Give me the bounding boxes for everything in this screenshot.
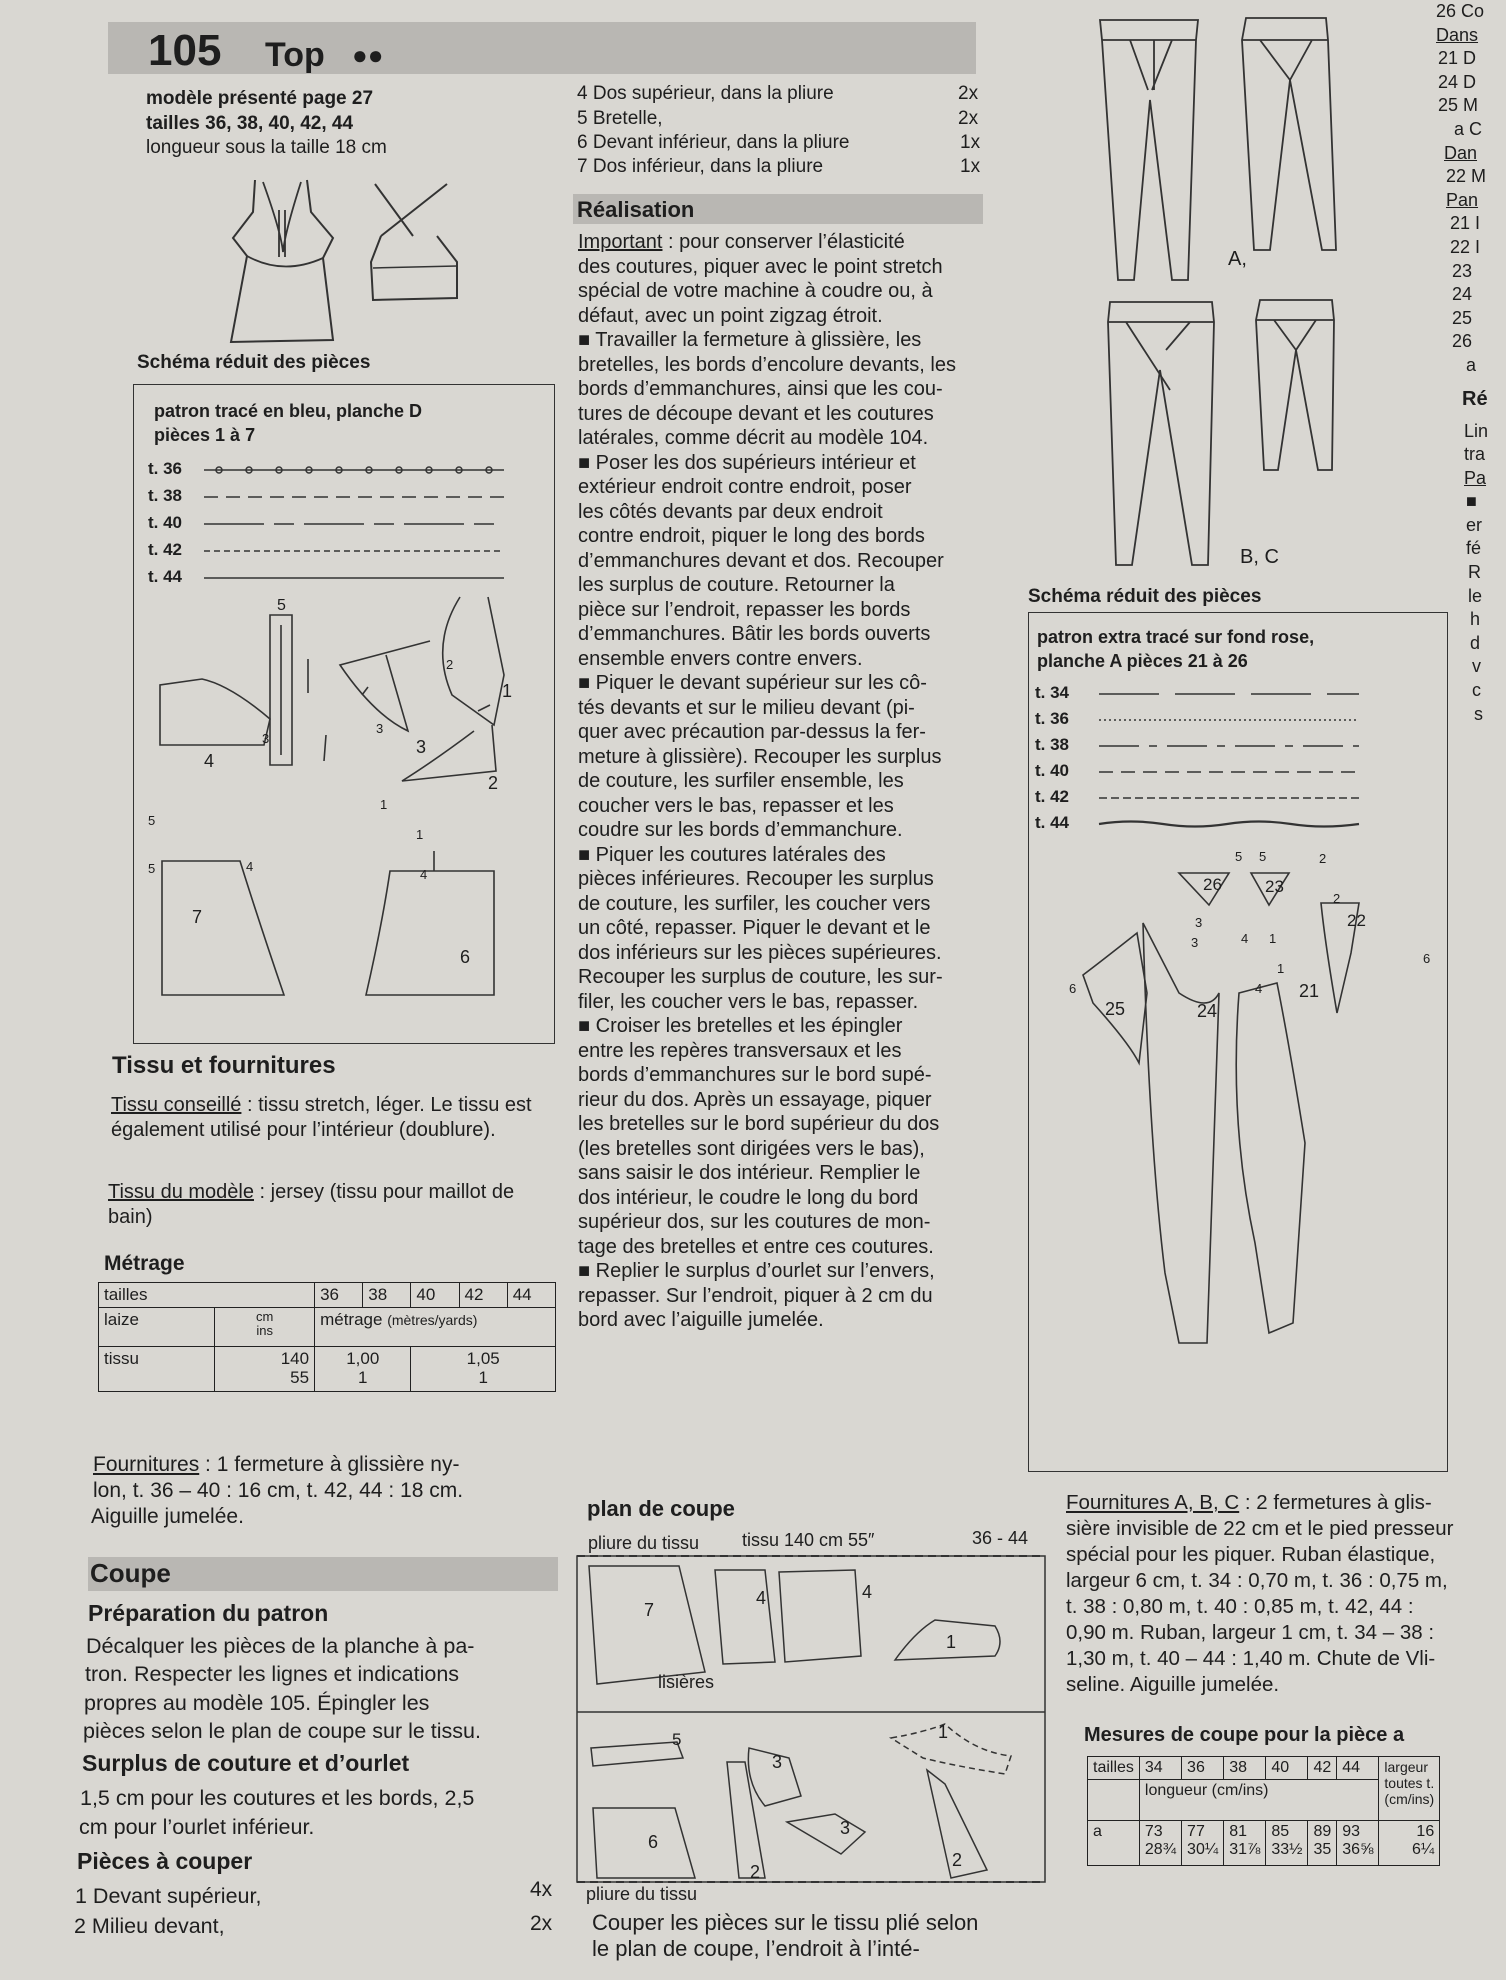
piece-label-23: 23 [1265, 877, 1284, 896]
far-right-column [1436, 0, 1489, 940]
cut-piece-1: 1 [946, 1632, 957, 1652]
realisation-line: quer avec précaution par-dessus la fer- [578, 721, 926, 743]
drawing-label-bc: B, C [1240, 546, 1279, 568]
realisation-line: filer, les coucher vers le bas, repasser. [578, 990, 919, 1013]
far-right-line: Pa [1464, 467, 1487, 488]
far-right-line: a [1466, 354, 1477, 375]
metrage-units: cm ins [215, 1308, 315, 1347]
realisation-line: défaut, avec un point zigzag étroit. [578, 304, 883, 327]
schema-title-left: Schéma réduit des pièces [137, 352, 371, 373]
cut-piece-5: 5 [672, 1730, 682, 1749]
realisation-line: meture à glissière). Recouper les surplus [578, 745, 942, 768]
piece-label-25: 25 [1105, 999, 1126, 1019]
realisation-line: d’emmanchures devant et dos. Recouper [578, 549, 944, 572]
middle-piece-7-qty: 1x [960, 156, 981, 177]
realisation-line: (les bretelles sont dirigées vers le bas), [578, 1137, 925, 1160]
tissu-conseille-text: : tissu stretch, léger. Le tissu est également utilisé pour l’intérieur (doublure). [111, 1094, 532, 1141]
schema-box-left [133, 384, 555, 1044]
realisation-line: les surplus de couture. Retourner la [578, 574, 895, 596]
notch-label-right: 2 [1319, 851, 1327, 866]
header-line-1: modèle présenté page 27 [146, 88, 374, 109]
realisation-line: coudre sur les bords d’emmanchure. [578, 819, 903, 841]
realisation-line: les côtés devants par deux endroit [578, 500, 883, 523]
mesures-size: 38 [1224, 1757, 1266, 1780]
pattern-pieces-left [134, 585, 554, 1035]
fournitures-right-line: Fournitures A, B, C : 2 fermetures à glis- [1066, 1491, 1432, 1514]
far-right-line: 26 Co [1436, 1, 1485, 21]
mesures-cell: 73 28¾ [1139, 1821, 1181, 1866]
realisation-line: coucher vers le bas, repasser et les [578, 794, 894, 817]
fournitures-left-line-2: lon, t. 36 – 40 : 16 cm, t. 42, 44 : 18 cm. [93, 1479, 464, 1502]
couper-line-2: le plan de coupe, l’endroit à l’inté- [592, 1936, 920, 1961]
realisation-line: ■ Croiser les bretelles et les épingler [578, 1015, 903, 1037]
prep-line-2: tron. Respecter les lignes et indications [85, 1662, 460, 1686]
header-bar [108, 22, 976, 74]
size-r-40: t. 40 [1035, 761, 1070, 780]
mesures-cell: 89 35 [1308, 1821, 1337, 1866]
top-sketches [225, 172, 475, 352]
far-right-line: 25 M [1438, 95, 1479, 116]
notch-label-right: 4 [1255, 981, 1263, 996]
cut-piece-6: 6 [648, 1832, 659, 1852]
trousers-view-bc-front [1108, 302, 1214, 565]
notch-label-right: 4 [1241, 931, 1249, 946]
mesures-heading: Mesures de coupe pour la pièce a [1084, 1724, 1405, 1746]
mesures-cell: 77 30¼ [1182, 1821, 1224, 1866]
far-right-line: s [1474, 703, 1483, 724]
piece-label-21: 21 [1299, 981, 1320, 1001]
surplus-heading: Surplus de couture et d’ourlet [82, 1750, 410, 1776]
size-label-44: t. 44 [148, 567, 183, 586]
tissu-conseille [111, 1093, 556, 1142]
metrage-table [98, 1282, 556, 1392]
cut-piece-4: 4 [756, 1588, 767, 1608]
mesures-cell: 81 31⅞ [1224, 1821, 1266, 1866]
back-view-sketch [371, 184, 457, 300]
realisation-line: pièce sur l’endroit, repasser les bords [578, 598, 911, 621]
plan-heading: plan de coupe [587, 1496, 735, 1521]
notch-label: 4 [246, 859, 254, 874]
notch-label: 5 [148, 813, 156, 828]
realisation-line: ■ Travailler la fermeture à glissière, les [578, 329, 922, 351]
fournitures-left-label: Fournitures [93, 1453, 200, 1476]
fournitures-right-line: 0,90 m. Ruban, largeur 1 cm, t. 34 – 38 : [1066, 1621, 1435, 1644]
realisation-line: d’emmanchures. Bâtir les bords ouverts [578, 623, 931, 645]
notch-label-right: 2 [1333, 891, 1341, 906]
notch-label-right: 5 [1259, 849, 1267, 864]
tissu-modele-text: : jersey (tissu pour maillot de bain) [108, 1181, 515, 1228]
far-right-line: Dan [1444, 142, 1478, 163]
fournitures-right-line: spécial pour les piquer. Ruban élastique, [1066, 1543, 1436, 1566]
metrage-value-40-44: 1,05 1 [411, 1347, 556, 1392]
realisation-line: extérieur endroit contre endroit, poser [578, 476, 912, 498]
piece-label-5: 5 [277, 597, 286, 614]
realisation-line: tage des bretelles et entre ces coutures. [578, 1235, 934, 1258]
realisation-line: les bretelles sur le bord supérieur du dos [578, 1113, 940, 1135]
realisation-line: ■ Piquer les coutures latérales des [578, 843, 886, 866]
notch-label-right: 1 [1277, 961, 1285, 976]
notch-label-right: 6 [1423, 951, 1431, 966]
coupe-heading: Coupe [90, 1558, 171, 1588]
notch-label: 3 [262, 731, 270, 746]
notch-label-right: 1 [1269, 931, 1277, 946]
prep-line-3: propres au modèle 105. Épingler les [84, 1691, 430, 1715]
piece-line-2: 2 Milieu devant, [74, 1914, 225, 1938]
size-line-legend-right [1099, 689, 1399, 829]
prep-line-1: Décalquer les pièces de la planche à pa- [86, 1634, 475, 1658]
realisation-line: spécial de votre machine à coudre ou, à [578, 280, 933, 302]
realisation-heading: Réalisation [577, 197, 695, 222]
trousers-sketches [1090, 10, 1360, 580]
middle-piece-6: 6 Devant inférieur, dans la pliure [577, 132, 850, 153]
mesures-cell: 85 33½ [1266, 1821, 1308, 1866]
far-right-line: 22 I [1450, 236, 1481, 257]
cut-piece-3: 3 [772, 1752, 783, 1772]
fournitures-right-label: Fournitures A, B, C [1066, 1491, 1240, 1514]
size-r-42: t. 42 [1035, 787, 1070, 806]
schema-line-2: pièces 1 à 7 [154, 425, 256, 445]
piece-qty-2: 2x [530, 1912, 553, 1935]
realisation-line: Recouper les surplus de couture, les sur- [578, 966, 943, 988]
couper-line-1: Couper les pièces sur le tissu plié selon [592, 1910, 979, 1935]
mesures-size: 36 [1182, 1757, 1224, 1780]
plan-selvage: lisières [658, 1672, 715, 1692]
piece-label-22: 22 [1347, 911, 1366, 930]
far-right-line: 26 [1452, 331, 1473, 352]
realisation-line: ■ Poser les dos supérieurs intérieur et [578, 451, 916, 474]
fournitures-right-line: largeur 6 cm, t. 34 : 0,70 m, t. 36 : 0,75 m, [1066, 1569, 1448, 1592]
middle-piece-4: 4 Dos supérieur, dans la pliure [577, 83, 834, 104]
size-label-40: t. 40 [148, 513, 183, 532]
tissu-conseille-label: Tissu conseillé [111, 1094, 242, 1116]
surplus-line-1: 1,5 cm pour les coutures et les bords, 2,5 [80, 1786, 475, 1810]
far-right-line: 25 [1452, 307, 1473, 328]
notch-label: 2 [446, 657, 454, 672]
metrage-laize: laize [99, 1308, 215, 1347]
mesures-size: 34 [1139, 1757, 1181, 1780]
metrage-size: 40 [411, 1283, 459, 1308]
far-right-line: v [1472, 656, 1481, 677]
middle-piece-6-qty: 1x [960, 132, 981, 153]
piece-line-1: 1 Devant supérieur, [75, 1884, 262, 1908]
realisation-line: Important : pour conserver l’élasticité [578, 231, 905, 253]
notch-label-right: 3 [1195, 915, 1203, 930]
far-right-line: Lin [1464, 420, 1489, 441]
piece-label-7: 7 [192, 907, 203, 927]
fournitures-right [1066, 1490, 1506, 1698]
metrage-size: 36 [315, 1283, 363, 1308]
far-right-line: R [1468, 562, 1481, 583]
far-right-line: le [1468, 585, 1483, 606]
realisation-line: ensemble envers contre envers. [578, 647, 863, 670]
notch-label: 5 [148, 861, 156, 876]
mesures-row-a: a [1088, 1821, 1140, 1866]
header-line-3: longueur sous la taille 18 cm [146, 137, 387, 158]
fournitures-left-line-3: Aiguille jumelée. [91, 1505, 244, 1528]
prep-line-4: pièces selon le plan de coupe sur le tissu. [83, 1719, 481, 1743]
mesures-cell: 93 36⅝ [1337, 1821, 1379, 1866]
piece-label-26: 26 [1203, 875, 1222, 894]
realisation-line: repasser. Sur l’endroit, piquer à 2 cm du [578, 1284, 933, 1307]
tissu-heading: Tissu et fournitures [112, 1052, 336, 1079]
realisation-line: latérales, comme décrit au modèle 104. [578, 427, 929, 449]
mesures-size: 44 [1337, 1757, 1379, 1780]
cut-piece-2: 2 [750, 1862, 761, 1882]
far-right-line: d [1470, 632, 1481, 653]
trousers-view-a-back [1242, 18, 1336, 250]
far-right-line: 24 D [1438, 71, 1477, 92]
piece-qty-1: 4x [530, 1878, 553, 1901]
far-right-line: ■ [1466, 491, 1477, 512]
realisation-line: dos inférieurs sur les pièces supérieures. [578, 941, 942, 964]
realisation-line: bord avec l’aiguille jumelée. [578, 1309, 824, 1331]
realisation-line: pièces inférieures. Recouper les surplus [578, 868, 934, 890]
schema-title-right: Schéma réduit des pièces [1028, 586, 1262, 607]
middle-piece-5: 5 Bretelle, [577, 108, 663, 129]
fournitures-right-line: seline. Aiguille jumelée. [1066, 1673, 1280, 1696]
realisation-line: bords d’emmanchures sur le bord supé- [578, 1064, 932, 1086]
model-title: Top [265, 36, 325, 74]
notch-label: 3 [376, 721, 384, 736]
middle-piece-5-qty: 2x [958, 108, 979, 129]
realisation-line: supérieur dos, sur les coutures de mon- [578, 1211, 931, 1233]
mesures-cell: 16 6¼ [1379, 1821, 1440, 1866]
difficulty-dots: ●● [352, 40, 384, 70]
plan-fabric: tissu 140 cm 55″ [742, 1530, 875, 1550]
plan-fold-bottom: pliure du tissu [586, 1884, 698, 1904]
fournitures-right-line: t. 38 : 0,80 m, t. 40 : 0,85 m, t. 42, 44 : [1066, 1595, 1414, 1618]
mesures-size: 40 [1266, 1757, 1308, 1780]
piece-label-6: 6 [460, 947, 471, 967]
schema-box-right [1028, 612, 1448, 1472]
piece-label-24: 24 [1197, 1001, 1218, 1021]
metrage-size: 44 [507, 1283, 555, 1308]
metrage-tissu: tissu [99, 1347, 215, 1392]
far-right-line: a C [1454, 118, 1483, 139]
realisation-line: contre endroit, piquer le long des bords [578, 525, 925, 547]
realisation-line: rieur du dos. Après un essayage, piquer [578, 1088, 932, 1111]
far-right-line: Ré [1462, 387, 1488, 410]
size-label-36: t. 36 [148, 459, 183, 478]
important-label: Important [578, 231, 663, 253]
cut-piece-1b: 1 [938, 1722, 949, 1742]
metrage-header: métrage (mètres/yards) [315, 1308, 556, 1347]
far-right-line: c [1472, 680, 1481, 701]
mesures-largeur-header: largeur toutes t. (cm/ins) [1379, 1757, 1440, 1821]
mesures-table [1087, 1756, 1440, 1866]
size-label-42: t. 42 [148, 540, 183, 559]
realisation-line: dos intérieur, le coudre le long du bord [578, 1186, 919, 1209]
piece-label-3: 3 [416, 737, 427, 757]
size-label-38: t. 38 [148, 486, 183, 505]
realisation-line: ■ Replier le surplus d’ourlet sur l’envers, [578, 1260, 935, 1282]
far-right-line: er [1466, 514, 1483, 535]
far-right-line: tra [1464, 444, 1486, 465]
realisation-line: tures de découpe devant et les coutures [578, 402, 934, 425]
tissu-modele-label: Tissu du modèle [108, 1181, 254, 1203]
realisation-line: ■ Piquer le devant supérieur sur les cô- [578, 672, 927, 694]
notch-label-right: 5 [1235, 849, 1243, 864]
schema-right-line-2: planche A pièces 21 à 26 [1037, 651, 1248, 671]
middle-piece-4-qty: 2x [958, 83, 979, 104]
cut-piece-7: 7 [644, 1600, 655, 1620]
far-right-line: 23 [1452, 260, 1473, 281]
mesures-tailles: tailles [1088, 1757, 1140, 1780]
size-r-38: t. 38 [1035, 735, 1070, 754]
far-right-line: Dans [1436, 24, 1479, 45]
fournitures-left: Fournitures : 1 fermeture à glissière ny- [93, 1453, 460, 1476]
cut-piece-3b: 3 [840, 1818, 851, 1838]
model-number: 105 [148, 26, 222, 75]
piece-label-2: 2 [488, 773, 499, 793]
trousers-view-bc-back [1256, 300, 1334, 470]
cut-piece-2b: 2 [952, 1850, 963, 1870]
metrage-heading: Métrage [104, 1252, 185, 1275]
far-right-line: Pan [1446, 189, 1479, 210]
drawing-label-a: A, [1228, 248, 1247, 270]
notch-label: 1 [380, 797, 388, 812]
realisation-line: un côté, repasser. Piquer le devant et le [578, 917, 931, 939]
realisation-line: bretelles, les bords d’encolure devants, les [578, 353, 956, 376]
far-right-line: 21 I [1450, 213, 1481, 234]
size-r-44: t. 44 [1035, 813, 1070, 832]
far-right-line: 21 D [1438, 48, 1477, 69]
tissu-modele [108, 1180, 553, 1229]
piece-label-1: 1 [502, 681, 513, 701]
realisation-line: tés devants et sur le milieu devant (pi- [578, 696, 915, 719]
fournitures-right-line: 1,30 m, t. 40 – 44 : 1,40 m. Chute de Vli- [1066, 1647, 1436, 1670]
fournitures-right-line: sière invisible de 22 cm et le pied presseur [1066, 1517, 1454, 1540]
realisation-text [578, 230, 1038, 1333]
pieces-heading: Pièces à couper [77, 1848, 253, 1874]
far-right-line: 22 M [1446, 166, 1487, 187]
metrage-size: 38 [363, 1283, 411, 1308]
pattern-pieces-right [1029, 843, 1447, 1463]
middle-piece-7: 7 Dos inférieur, dans la pliure [577, 156, 824, 177]
realisation-line: bords d’emmanchures, ainsi que les cou- [578, 378, 943, 400]
schema-line-1: patron tracé en bleu, planche D [154, 401, 423, 421]
metrage-value-36-38: 1,00 1 [315, 1347, 411, 1392]
realisation-line: entre les repères transversaux et les [578, 1039, 902, 1062]
trousers-view-a-front [1100, 20, 1198, 280]
header-line-2: tailles 36, 38, 40, 42, 44 [146, 113, 354, 134]
piece-label-4: 4 [204, 751, 215, 771]
realisation-line: de couture, les surfiler, les coucher vers [578, 892, 931, 915]
far-right-line: 24 [1452, 284, 1473, 305]
plan-sizes: 36 - 44 [972, 1528, 1029, 1548]
size-r-36: t. 36 [1035, 709, 1070, 728]
metrage-size: 42 [459, 1283, 507, 1308]
realisation-line: de couture, les surfiler ensemble, les [578, 770, 904, 792]
mesures-longueur: longueur (cm/ins) [1139, 1780, 1379, 1821]
notch-label: 1 [416, 827, 424, 842]
size-r-34: t. 34 [1035, 683, 1070, 702]
plan-fold-top: pliure du tissu [588, 1533, 700, 1553]
size-line-legend-left [204, 465, 544, 585]
far-right-line: fé [1466, 538, 1482, 559]
metrage-laize-values: 140 55 [215, 1347, 315, 1392]
metrage-tailles: tailles [99, 1283, 315, 1308]
notch-label: 4 [420, 867, 428, 882]
realisation-line: des coutures, piquer avec le point stretch [578, 255, 943, 278]
prep-heading: Préparation du patron [88, 1600, 329, 1626]
surplus-line-2: cm pour l’ourlet inférieur. [79, 1815, 315, 1839]
mesures-size: 42 [1308, 1757, 1337, 1780]
schema-right-line-1: patron extra tracé sur fond rose, [1037, 627, 1315, 647]
notch-label-right: 6 [1069, 981, 1077, 996]
far-right-line: h [1470, 609, 1481, 630]
cut-piece-4b: 4 [862, 1582, 873, 1602]
notch-label-right: 3 [1191, 935, 1199, 950]
realisation-line: sans saisir le dos intérieur. Remplier le [578, 1162, 921, 1184]
